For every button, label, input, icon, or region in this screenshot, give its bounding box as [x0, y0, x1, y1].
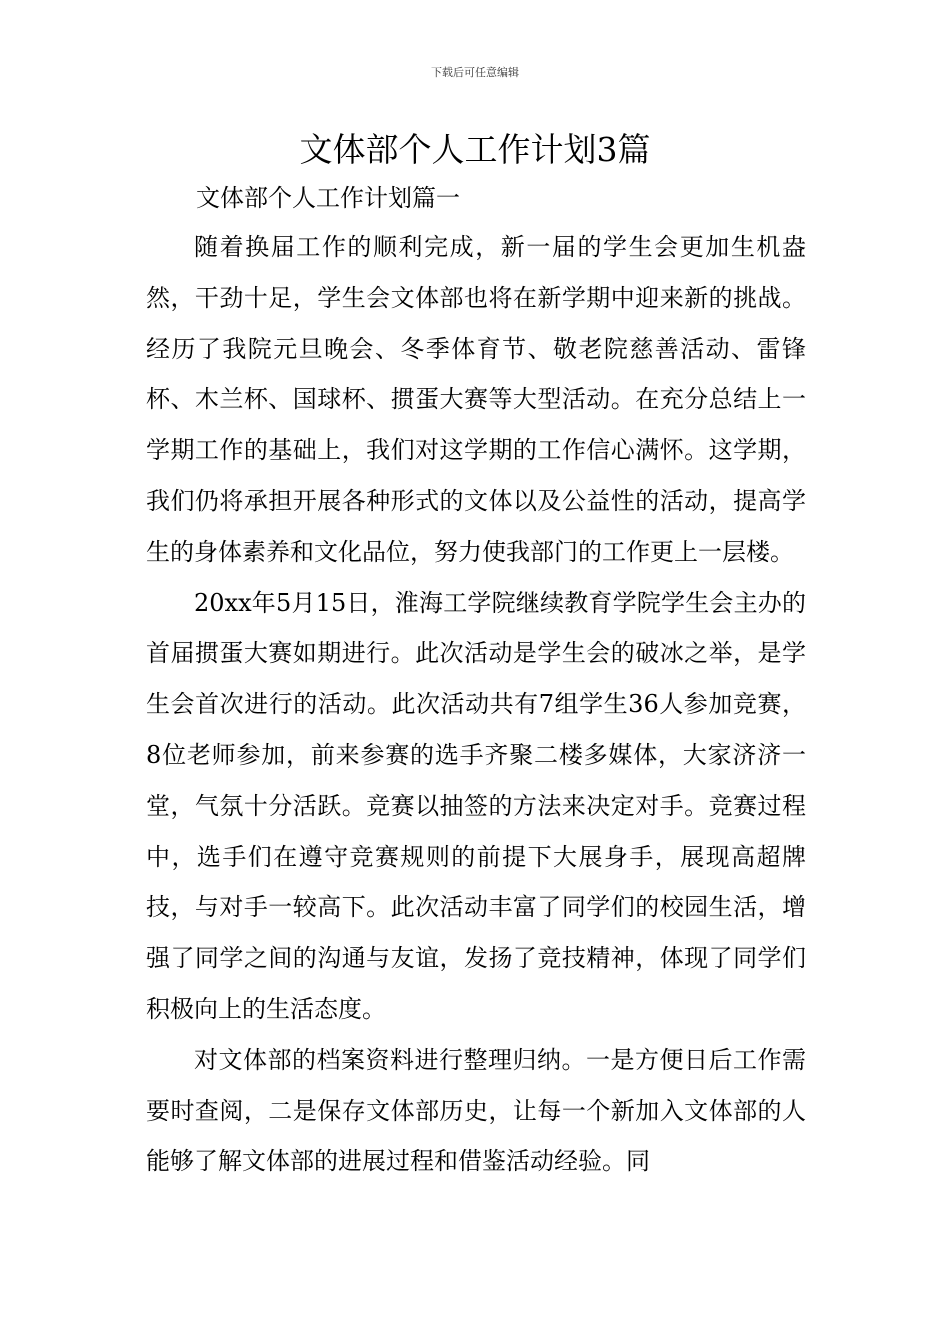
- paragraph-1: 随着换届工作的顺利完成，新一届的学生会更加生机盎然，干劲十足，学生会文体部也将在新学期中迎来新的挑战。经历了我院元旦晚会、冬季体育节、敬老院慈善活动、雷锋杯、木兰杯、国球杯、掼蛋大赛等大型活动。在充分总结上一学期工作的基础上，我们对这学期的工作信心满怀。这学期，我们仍将承担开展各种形式的文体以及公益性的活动，提高学生的身体素养和文化品位，努力使我部门的工作更上一层楼。: [146, 233, 806, 566]
- document-body: [146, 222, 806, 1187]
- header-note: 下载后可任意编辑: [431, 66, 519, 79]
- section-heading: 文体部个人工作计划篇一: [196, 184, 460, 212]
- paragraph-2: 20xx年5月15日，淮海工学院继续教育学院学生会主办的首届掼蛋大赛如期进行。此次活动是学生会的破冰之举，是学生会首次进行的活动。此次活动共有7组学生36人参加竞赛，8位老师参加，前来参赛的选手齐聚二楼多媒体，大家济济一堂，气氛十分活跃。竞赛以抽签的方法来决定对手。竞赛过程中，选手们在遵守竞赛规则的前提下大展身手，展现高超牌技，与对手一较高下。此次活动丰富了同学们的校园生活，增强了同学之间的沟通与友谊，发扬了竞技精神，体现了同学们积极向上的生活态度。: [146, 588, 806, 1023]
- paragraph-3: 对文体部的档案资料进行整理归纳。一是方便日后工作需要时查阅，二是保存文体部历史，让每一个新加入文体部的人能够了解文体部的进展过程和借鉴活动经验。同: [146, 1045, 806, 1176]
- document-title: 文体部个人工作计划3篇: [299, 130, 651, 169]
